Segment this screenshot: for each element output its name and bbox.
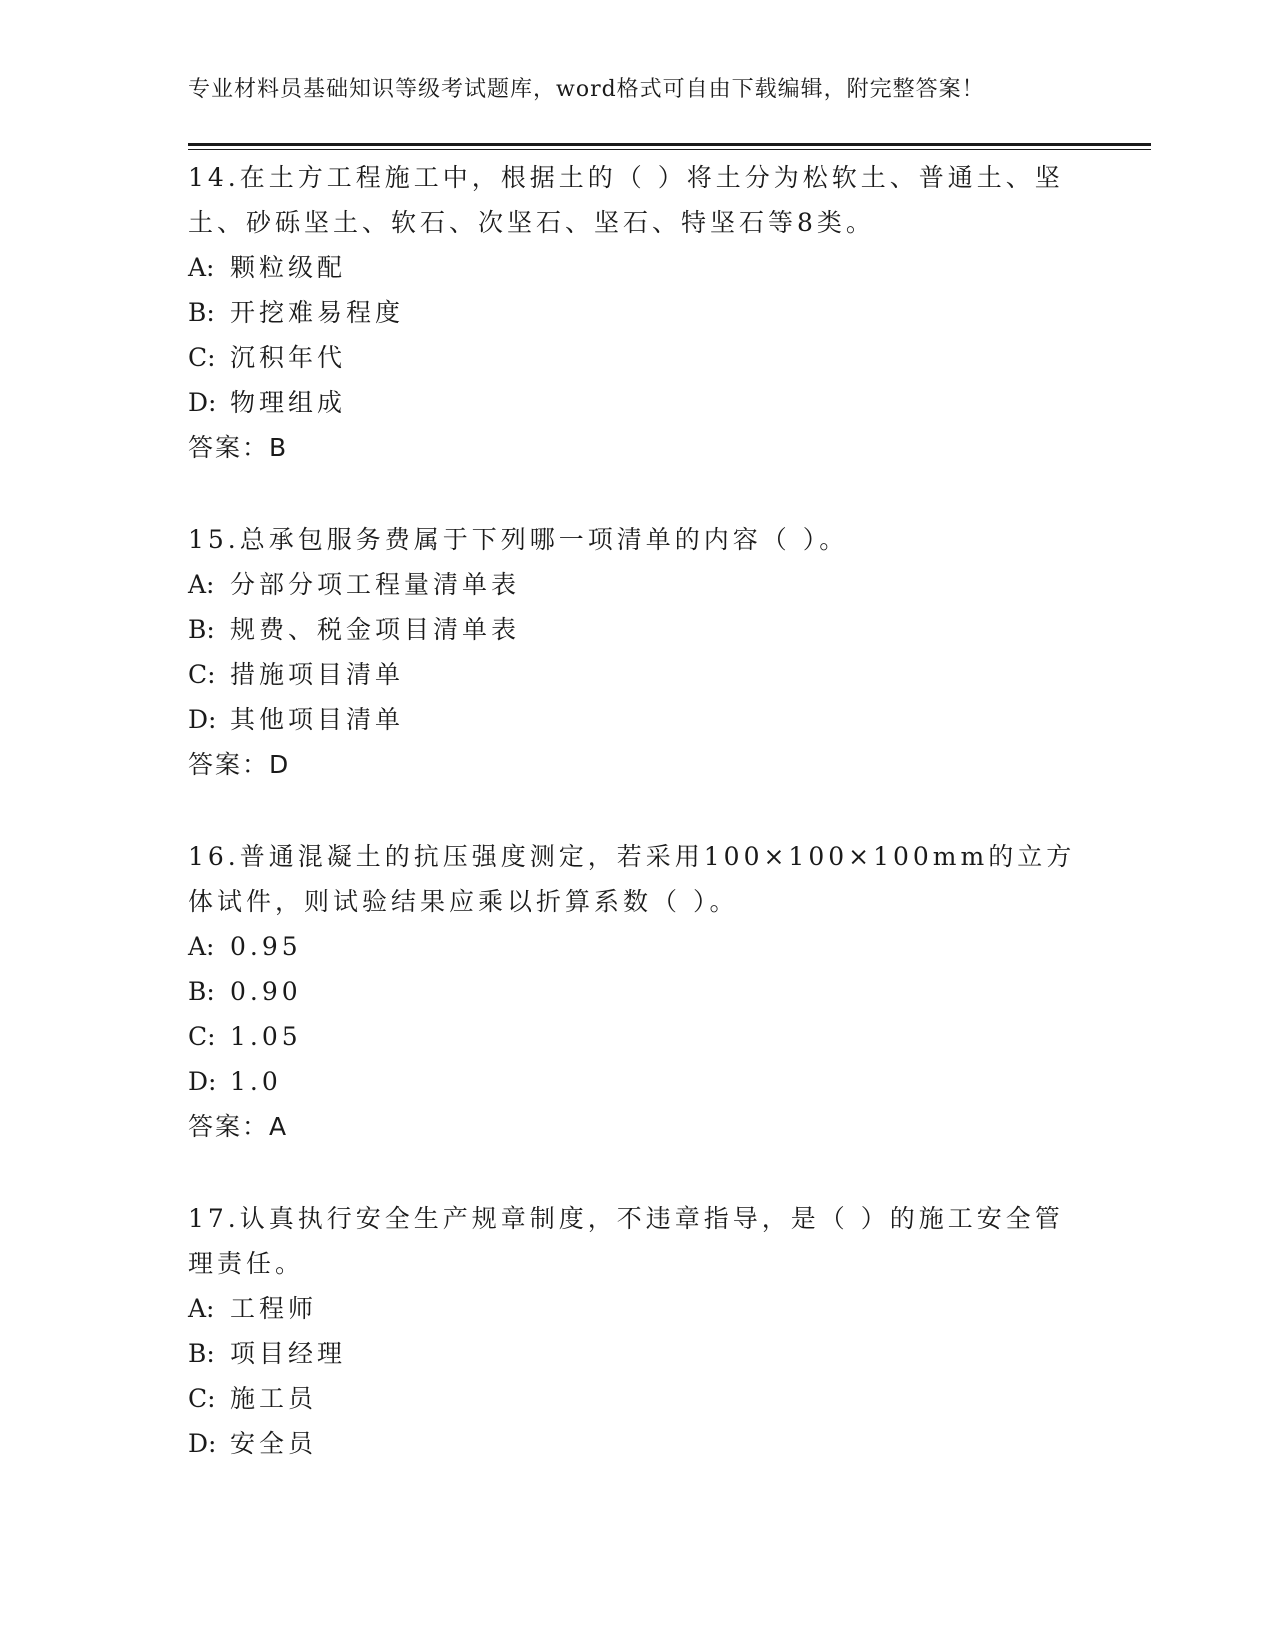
option-text: 规费、税金项目清单表 (230, 615, 521, 644)
option-key: C: (188, 1384, 216, 1413)
option-b (188, 969, 1088, 1014)
option-a (188, 562, 1088, 607)
option-key: B: (188, 1339, 215, 1368)
option-key: D: (188, 1067, 217, 1096)
question-15 (188, 517, 1088, 787)
page-header: 专业材料员基础知识等级考试题库，word格式可自由下载编辑，附完整答案！ (188, 77, 985, 102)
option-text: 颗粒级配 (230, 253, 347, 282)
option-key: B: (188, 977, 215, 1006)
option-text: 开挖难易程度 (230, 298, 405, 327)
option-text: 1.0 (230, 1067, 282, 1096)
option-text: 0.90 (230, 977, 302, 1006)
option-key: C: (188, 1022, 216, 1051)
option-key: A: (188, 570, 215, 599)
option-d (188, 1421, 1088, 1466)
question-14 (188, 155, 1088, 470)
option-text: 0.95 (230, 932, 302, 961)
answer-line: 答案：B (188, 433, 289, 462)
option-key: C: (188, 343, 216, 372)
option-key: B: (188, 298, 215, 327)
answer-line: 答案：D (188, 750, 291, 779)
answer-line: 答案：A (188, 1112, 289, 1141)
question-16 (188, 834, 1088, 1149)
header-divider-thin (188, 149, 1151, 150)
option-d (188, 1059, 1088, 1104)
option-b (188, 607, 1088, 652)
question-17 (188, 1196, 1088, 1466)
option-key: A: (188, 1294, 215, 1323)
option-key: D: (188, 705, 217, 734)
question-stem: 17.认真执行安全生产规章制度，不违章指导，是（ ）的施工安全管理责任。 (188, 1204, 1064, 1278)
option-b (188, 290, 1088, 335)
option-key: D: (188, 388, 217, 417)
question-stem: 14.在土方工程施工中，根据土的（ ）将土分为松软土、普通土、坚土、砂砾坚土、软石、次坚石、坚石、特坚石等8类。 (188, 163, 1064, 237)
option-key: A: (188, 932, 215, 961)
option-b (188, 1331, 1088, 1376)
option-text: 工程师 (230, 1294, 318, 1323)
option-d (188, 697, 1088, 742)
option-text: 1.05 (230, 1022, 302, 1051)
option-key: B: (188, 615, 215, 644)
option-text: 物理组成 (230, 388, 347, 417)
option-key: D: (188, 1429, 217, 1458)
header-divider-thick (188, 143, 1151, 146)
option-c (188, 1376, 1088, 1421)
question-stem: 15.总承包服务费属于下列哪一项清单的内容（ ）。 (188, 525, 849, 554)
option-text: 分部分项工程量清单表 (230, 570, 521, 599)
option-c (188, 335, 1088, 380)
option-text: 施工员 (230, 1384, 318, 1413)
option-c (188, 1014, 1088, 1059)
option-text: 安全员 (230, 1429, 318, 1458)
option-key: C: (188, 660, 216, 689)
option-a (188, 245, 1088, 290)
option-d (188, 380, 1088, 425)
option-text: 沉积年代 (230, 343, 347, 372)
option-key: A: (188, 253, 215, 282)
option-a (188, 1286, 1088, 1331)
option-text: 措施项目清单 (230, 660, 405, 689)
option-c (188, 652, 1088, 697)
question-stem: 16.普通混凝土的抗压强度测定，若采用100×100×100mm的立方体试件，则试验结果应乘以折算系数（ ）。 (188, 842, 1076, 916)
option-text: 项目经理 (230, 1339, 347, 1368)
option-a (188, 924, 1088, 969)
option-text: 其他项目清单 (230, 705, 405, 734)
